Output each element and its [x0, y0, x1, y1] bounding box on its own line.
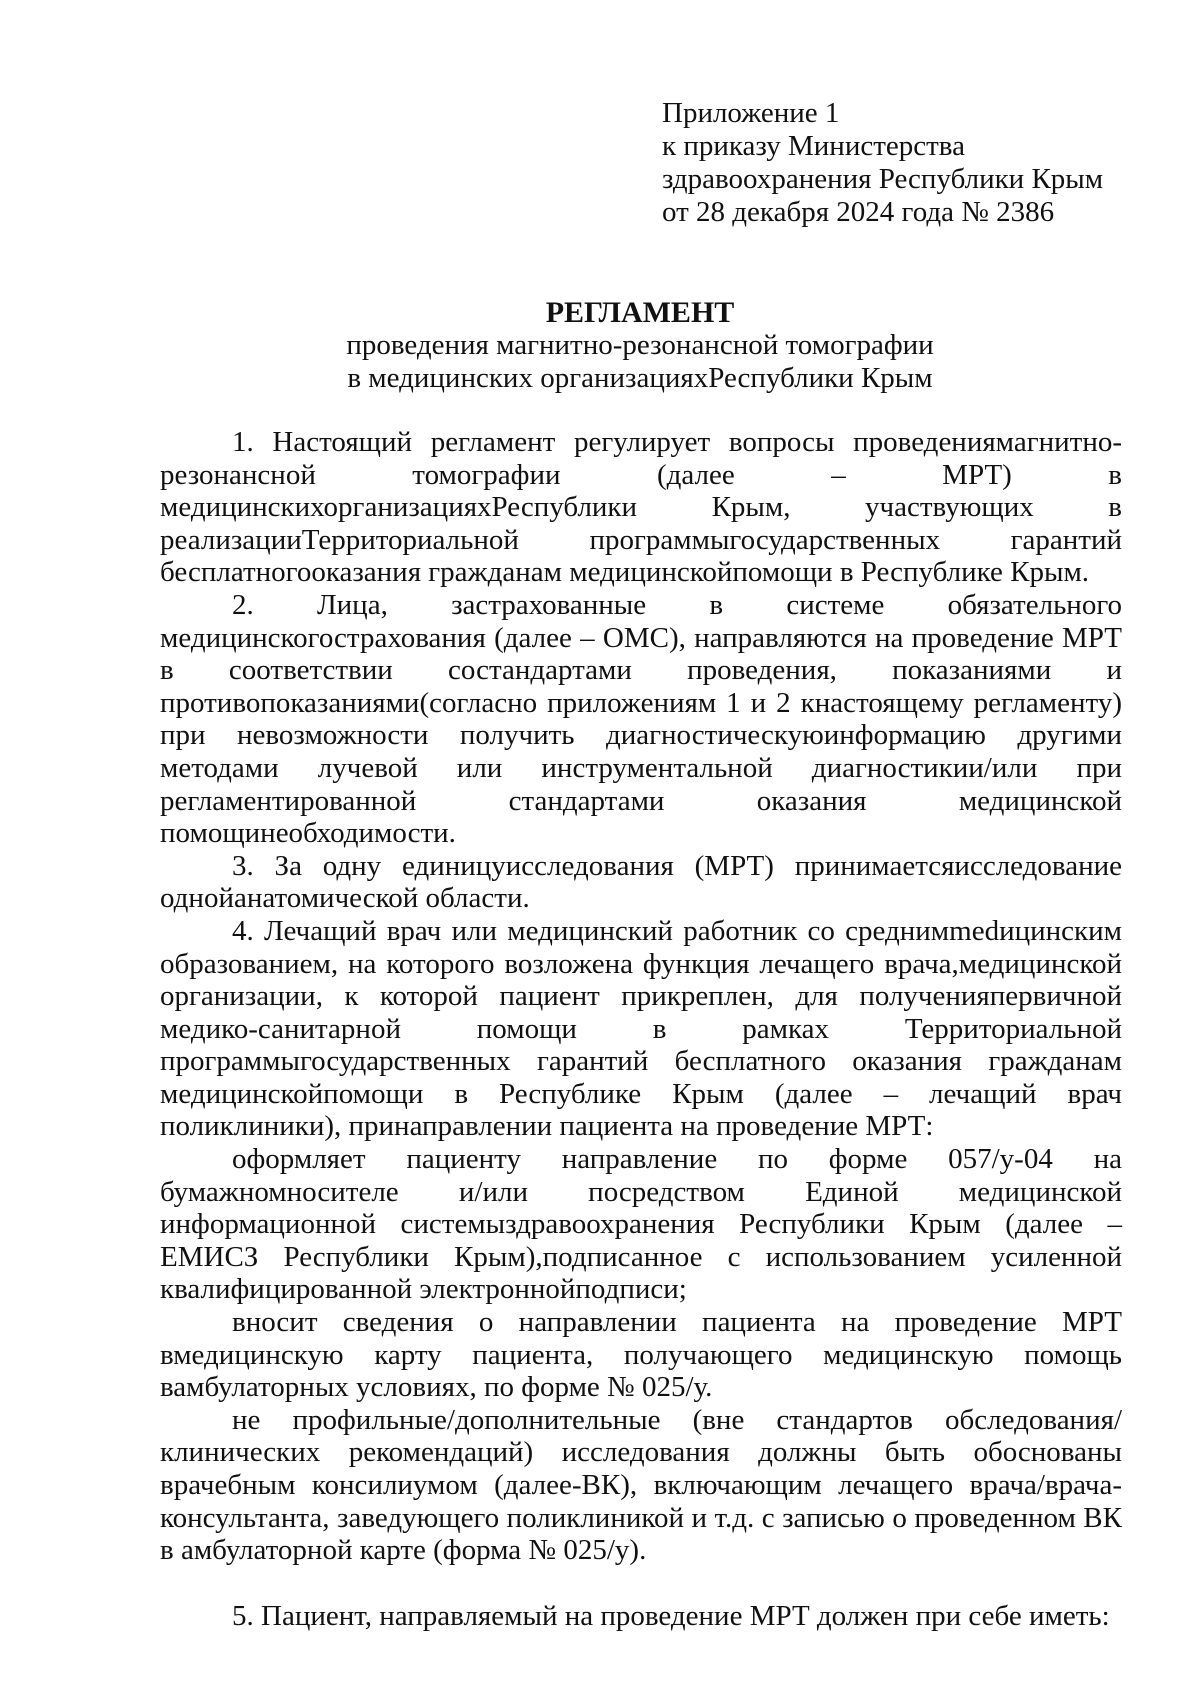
document-title: РЕГЛАМЕНТ [545, 296, 735, 329]
paragraph-1: 1. Настоящий регламент регулирует вопросы проведениямагнитно-резонансной томографии (далее – МРТ) в медицинскихорганизацияхРеспублики Крым, участвующих в реализацииТерриториальной программыгосударственных гарантий бесплатногооказания гражданам медицинскойпомощи в Республике Крым. [160, 426, 1122, 589]
appendix-line-1: Приложение 1 [662, 97, 840, 129]
appendix-line-3: здравоохранения Республики Крым [662, 163, 1104, 195]
paragraph-4-item-1: оформляет пациенту направление по форме 057/у-04 на бумажномносителе и/или посредством Единой медицинской информационной системыздравоохранения Республики Крым (далее – ЕМИСЗ Республики Крым),подписанное с использованием усиленной квалифицированной электроннойподписи; [160, 1143, 1122, 1306]
appendix-line-2: к приказу Министерства [662, 130, 965, 162]
document-subtitle-2: в медицинских организацияхРеспублики Крым [347, 362, 933, 394]
paragraph-2: 2. Лица, застрахованные в системе обязательного медицинскогострахования (далее – ОМС), направляются на проведение МРТ в соответствии состандартами проведения, показаниями и противопоказаниями(согласно приложениям 1 и 2 кнастоящему регламенту) при невозможности получить диагностическуюинформацию другими методами лучевой или инструментальной диагностикии/или при регламентированной стандартами оказания медицинской помощинеобходимости. [160, 588, 1122, 850]
paragraph-3: 3. За одну единицуисследования (МРТ) принимаетсяисследование однойанатомической области. [160, 849, 1122, 915]
paragraph-4-item-3: не профильные/дополнительные (вне стандартов обследования/ клинических рекомендаций) исследования должны быть обоснованы врачебным консилиумом (далее-ВК), включающим лечащего врача/врача-консультанта, заведующего поликлиникой и т.д. с записью о проведенном ВК в амбулаторной карте (форма № 025/у). [160, 1403, 1122, 1567]
document-body [160, 426, 1122, 1632]
document-title-block [160, 296, 1120, 395]
paragraph-4: 4. Лечащий врач или медицинский работник со среднимmedицинским образованием, на которого возложена функция лечащего врача,медицинской организации, к которой пациент прикреплен, для полученияпервичной медико-санитарной помощи в рамках Территориальной программыгосударственных гарантий бесплатного оказания гражданам медицинскойпомощи в Республике Крым (далее – лечащий врач поликлиники), принаправлении пациента на проведение МРТ: [160, 914, 1122, 1143]
appendix-line-4: от 28 декабря 2024 года № 2386 [662, 196, 1055, 228]
appendix-header [662, 97, 1132, 229]
paragraph-4-item-2: вносит сведения о направлении пациента на проведение МРТ вмедицинскую карту пациента, получающего медицинскую помощь вамбулаторных условиях, по форме № 025/у. [160, 1306, 1122, 1404]
paragraph-5: 5. Пациент, направляемый на проведение МРТ должен при себе иметь: [232, 1599, 1110, 1632]
document-subtitle-1: проведения магнитно-резонансной томографии [346, 329, 934, 361]
